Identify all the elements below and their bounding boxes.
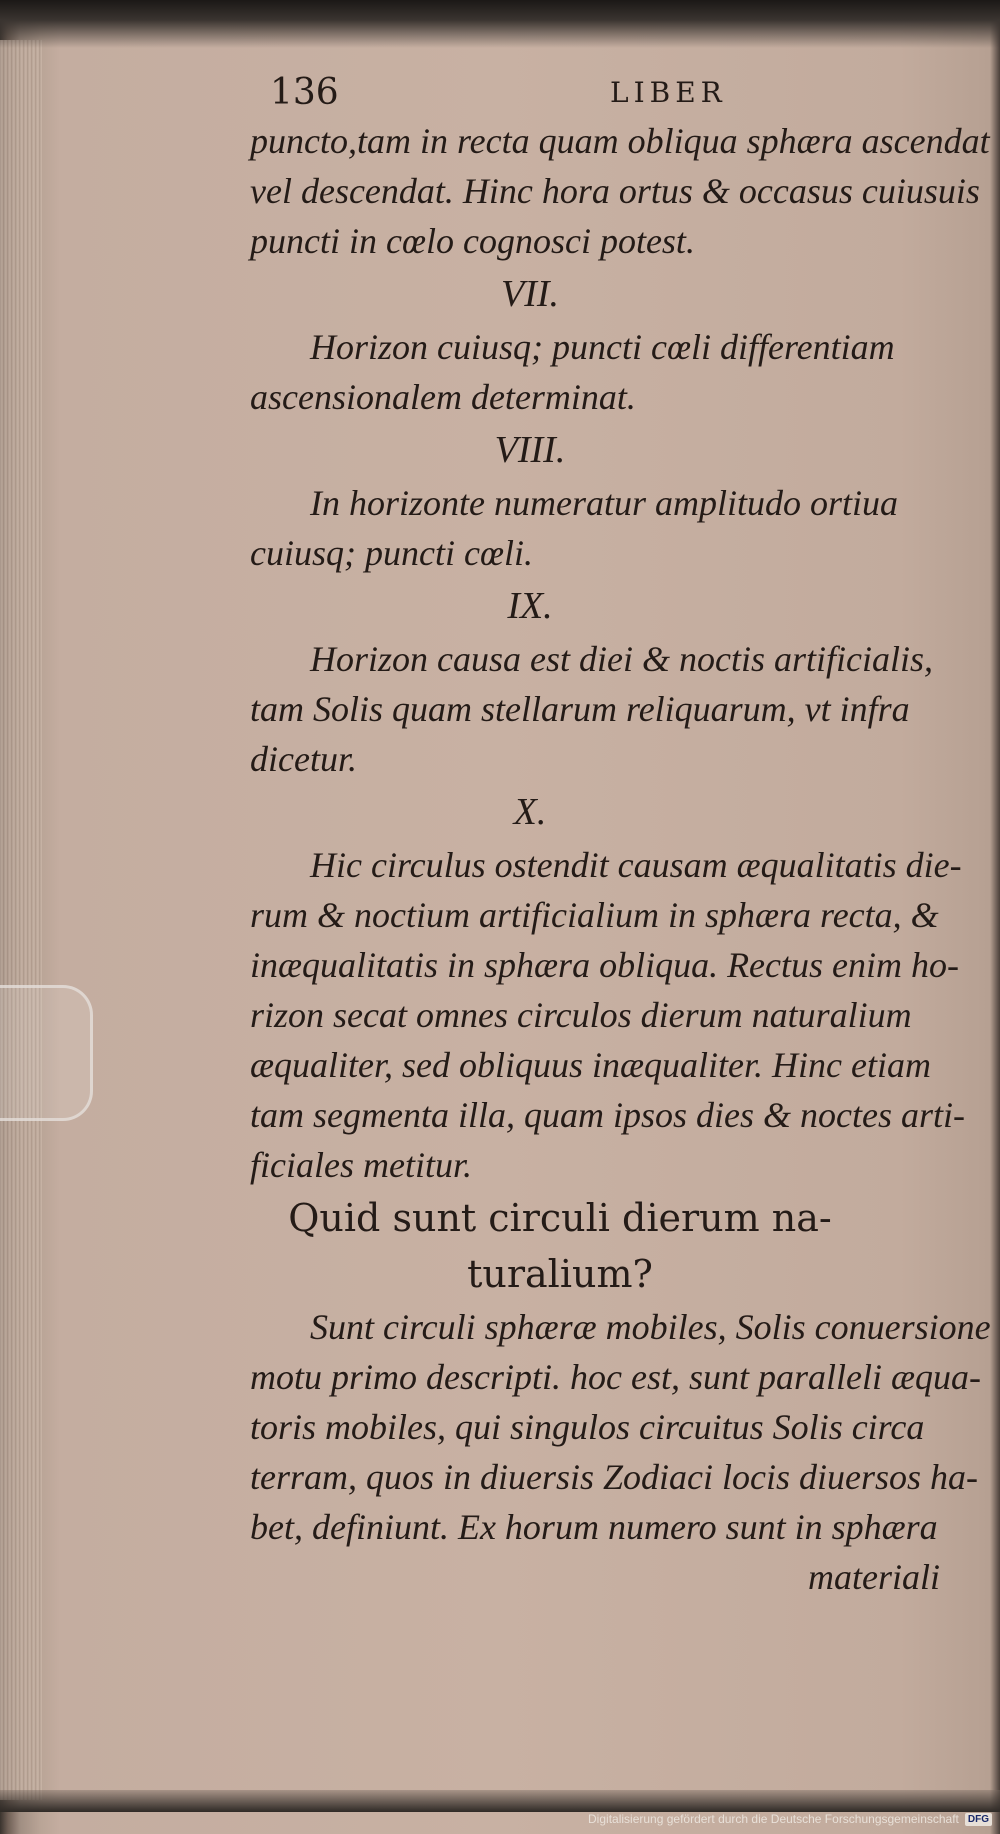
text-line: In horizonte numeratur amplitudo ortiua [310,483,899,523]
text-line: vel descendat. Hinc hora ortus & occasus cuiusuis [250,171,980,211]
text-line: Sunt circuli sphæræ mobiles, Solis conuersione [310,1307,991,1347]
running-head: LIBER [610,76,727,109]
text-line: Horizon causa est diei & noctis artificialis, [310,639,933,679]
section-number: IX. [507,585,553,627]
text-line: motu primo descripti. hoc est, sunt paralleli æqua- [250,1357,981,1397]
text-line: puncto,tam in recta quam obliqua sphæra ascendat [250,121,990,161]
text-line: ficiales metitur. [250,1145,472,1185]
page-clip [0,985,93,1121]
text-body [250,116,990,1602]
footer [588,1812,992,1826]
page-edges [0,40,42,1800]
catchword: materiali [808,1557,940,1597]
text-line: rum & noctium artificialium in sphæra recta, & [250,895,939,935]
page-header [250,68,990,116]
footer-credit: Digitalisierung gefördert durch die Deutsche Forschungsgemeinschaft [588,1812,959,1826]
text-line: terram, quos in diuersis Zodiaci locis diuersos ha- [250,1457,979,1497]
text-line: puncti in cœlo cognosci potest. [250,221,695,261]
section-number: VIII. [494,429,566,471]
text-line: dicetur. [250,739,357,779]
page-content [250,68,990,1602]
text-line: rizon secat omnes circulos dierum naturalium [250,995,912,1035]
text-line: æqualiter, sed obliquus inæqualiter. Hinc etiam [250,1045,931,1085]
section-number: VII. [500,273,560,315]
text-line: tam segmenta illa, quam ipsos dies & noctes arti- [250,1095,965,1135]
text-line: cuiusq; puncti cœli. [250,533,533,573]
section-number: X. [513,791,547,833]
text-line: Horizon cuiusq; puncti cœli differentiam [310,327,895,367]
text-line: Hic circulus ostendit causam æqualitatis die- [310,845,962,885]
question-heading: turalium? [467,1252,653,1296]
dfg-logo: DFG [965,1813,992,1826]
text-line: toris mobiles, qui singulos circuitus Solis circa [250,1407,925,1447]
question-heading: Quid sunt circuli dierum na- [288,1196,832,1240]
text-line: inæqualitatis in sphæra obliqua. Rectus enim ho- [250,945,959,985]
bottom-edge [0,1790,1000,1812]
page-number: 136 [270,72,339,113]
text-line: tam Solis quam stellarum reliquarum, vt infra [250,689,910,729]
text-line: ascensionalem determinat. [250,377,636,417]
top-shadow [0,0,1000,48]
text-line: bet, definiunt. Ex horum numero sunt in sphæra [250,1507,938,1547]
